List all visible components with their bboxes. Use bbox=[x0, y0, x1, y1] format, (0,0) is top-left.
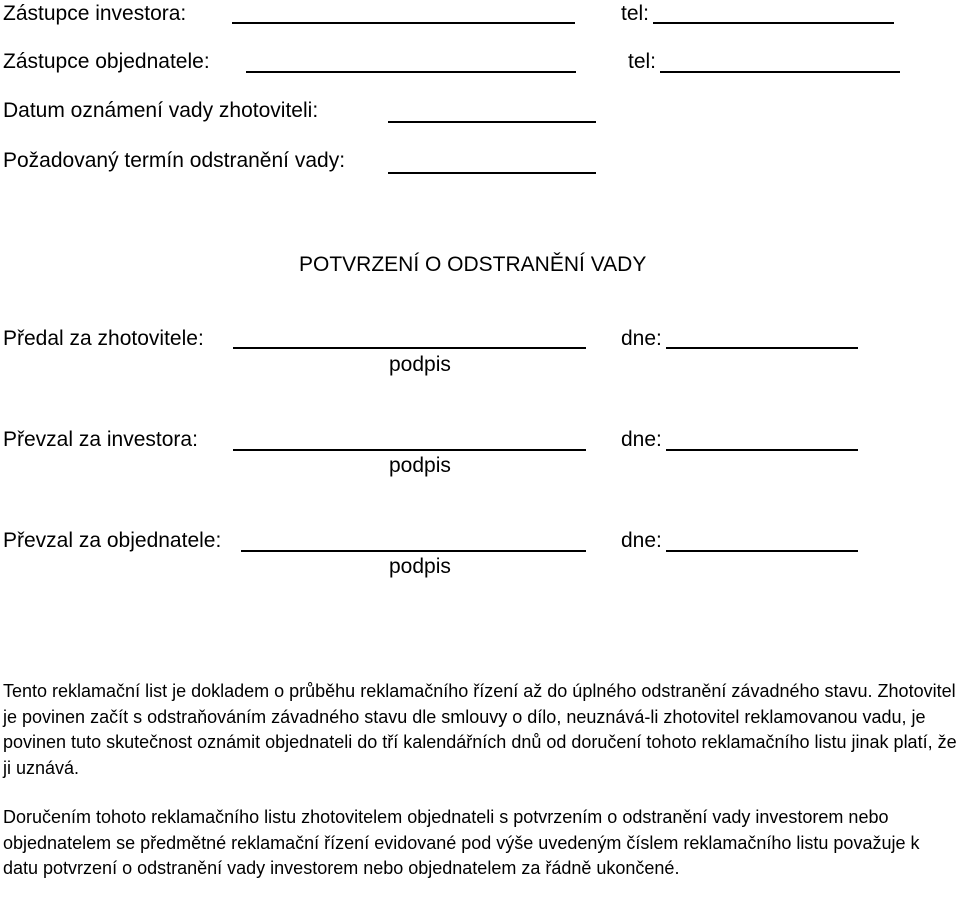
client-tel-line[interactable] bbox=[660, 71, 900, 73]
handed-over-contractor-signature-line[interactable] bbox=[233, 347, 586, 349]
handed-over-contractor-date-label: dne: bbox=[621, 327, 662, 350]
client-tel-label: tel: bbox=[628, 50, 657, 73]
client-representative-label: Zástupce objednatele: bbox=[3, 50, 210, 73]
taken-over-investor-signature-line[interactable] bbox=[233, 449, 586, 451]
defect-deadline-line[interactable] bbox=[388, 172, 596, 174]
defect-report-date-label: Datum oznámení vady zhotoviteli: bbox=[3, 99, 319, 122]
investor-representative-label: Zástupce investora: bbox=[3, 2, 187, 25]
investor-tel-label: tel: bbox=[621, 2, 650, 25]
taken-over-client-label: Převzal za objednatele: bbox=[3, 529, 222, 552]
handed-over-contractor-date-line[interactable] bbox=[666, 347, 858, 349]
completion-paragraph bbox=[3, 805, 958, 882]
taken-over-investor-label: Převzal za investora: bbox=[3, 428, 198, 451]
defect-deadline-label: Požadovaný termín odstranění vady: bbox=[3, 149, 346, 172]
taken-over-investor-date-line[interactable] bbox=[666, 449, 858, 451]
paragraph-sentence: Tento reklamační list je dokladem o průběhu reklamačního řízení až do úplného odstranění závadného stavu. bbox=[3, 681, 873, 701]
taken-over-client-signature-line[interactable] bbox=[241, 550, 586, 552]
taken-over-client-date-label: dne: bbox=[621, 529, 662, 552]
confirmation-title: POTVRZENÍ O ODSTRANĚNÍ VADY bbox=[299, 253, 647, 276]
paragraph-sentence: Doručením tohoto reklamačního listu zhotovitelem objednateli s potvrzením o odstranění vady investorem nebo objednatelem se předmětné reklamační řízení evidované pod výše uvedeným číslem reklamačního listu považuje k datu potvrzení o odstranění vady investorem nebo objednatelem za řádně ukončené. bbox=[3, 807, 920, 878]
handed-over-contractor-signature-caption: podpis bbox=[389, 353, 451, 376]
handed-over-contractor-label: Předal za zhotovitele: bbox=[3, 327, 204, 350]
investor-tel-line[interactable] bbox=[653, 22, 894, 24]
client-representative-line[interactable] bbox=[246, 71, 576, 73]
taken-over-client-date-line[interactable] bbox=[666, 550, 858, 552]
investor-representative-line[interactable] bbox=[232, 22, 575, 24]
taken-over-client-signature-caption: podpis bbox=[389, 555, 451, 578]
taken-over-investor-signature-caption: podpis bbox=[389, 454, 451, 477]
defect-report-date-line[interactable] bbox=[388, 121, 596, 123]
taken-over-investor-date-label: dne: bbox=[621, 428, 662, 451]
complaint-process-paragraph bbox=[3, 679, 958, 781]
paragraph-sentence: Zhotovitel je povinen začít s odstraňováním závadného stavu dle smlouvy o dílo, neuznává-li zhotovitel reklamovanou vadu, je povinen tuto skutečnost oznámit objednateli do tří kalendářních dnů od doručení tohoto reklamačního listu jinak platí, že ji uznává. bbox=[3, 681, 957, 778]
